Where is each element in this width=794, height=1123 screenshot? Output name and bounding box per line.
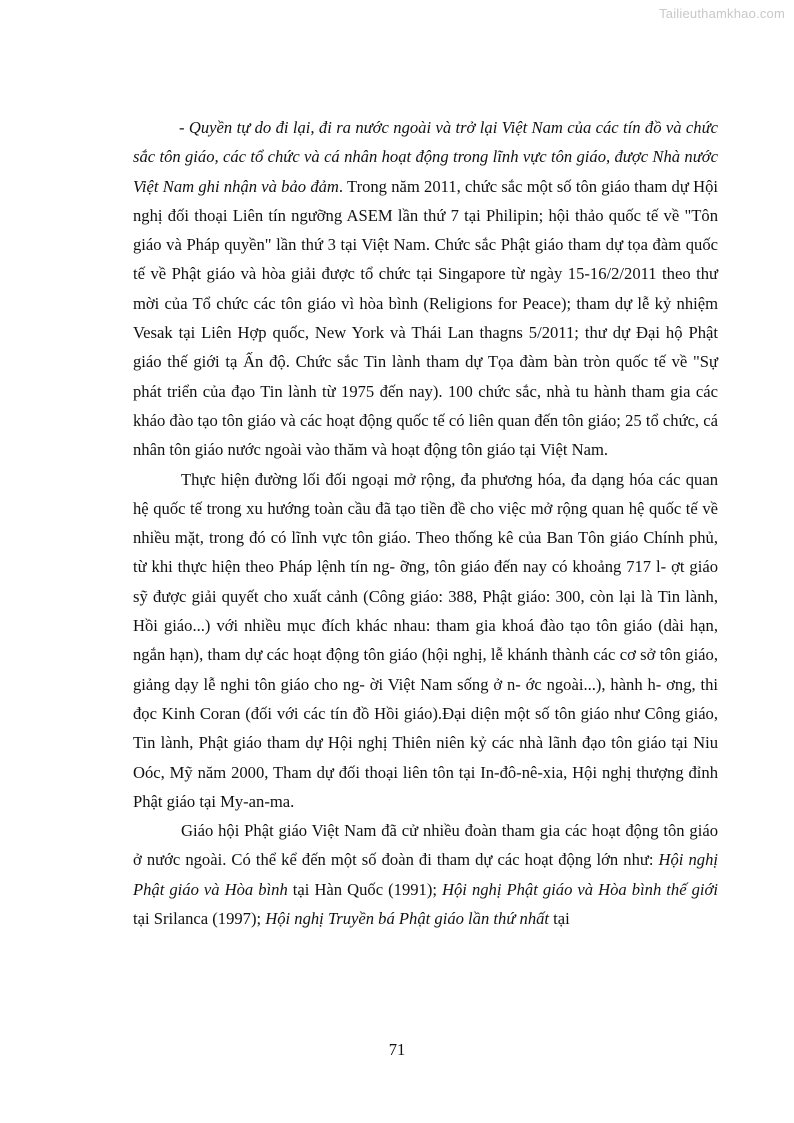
paragraph-2 bbox=[133, 465, 718, 817]
paragraph-3-segment-1: Giáo hội Phật giáo Việt Nam đã cử nhiều đoàn tham gia các hoạt động tôn giáo ở nước ngoài. Có thể kể đến một số đoàn đi tham dự các hoạt động lớn như: bbox=[133, 821, 718, 870]
paragraph-3-segment-6: Hội nghị Truyền bá Phật giáo lần thứ nhất bbox=[265, 909, 550, 929]
watermark-text: Tailieuthamkhao.com bbox=[659, 6, 785, 21]
paragraph-3-segment-4: Hội nghị Phật giáo và Hòa bình thế giới bbox=[442, 879, 718, 899]
document-body bbox=[133, 113, 718, 933]
paragraph-1-segment-1: - Quyền tự do đi lại, đi ra nước ngoài và trở lại Việt Nam của các tín đồ và chức sắc tôn giáo, các tổ chức và cá nhân hoạt động trong lĩnh vực tôn giáo, được Nhà nước Việt Nam ghi nhận và bảo đảm bbox=[133, 118, 718, 196]
paragraph-2-segment-1: Thực hiện đường lối đối ngoại mở rộng, đa phương hóa, đa dạng hóa các quan hệ quốc tế trong xu hướng toàn cầu đã tạo tiền đề cho việc mở rộng quan hệ quốc tế về nhiều mặt, trong đó có lĩnh vực tôn giáo. Theo thống kê của Ban Tôn giáo Chính phủ, từ khi thực hiện theo Pháp lệnh tín ng- ỡng, tôn giáo đến nay có khoảng 717 l- ợt giáo sỹ được giải quyết cho xuất cảnh (Công giáo: 388, Phật giáo: 300, còn lại là Tin lành, Hồi giáo...) với nhiều mục đích khác nhau: tham gia khoá đào tạo tôn giáo (dài hạn, ngắn hạn), tham dự các hoạt động tôn giáo (hội nghị, lễ khánh thành các cơ sở tôn giáo, giảng dạy lễ nghi tôn giáo cho ng- ời Việt Nam sống ở n- ớc ngoài...), hành h- ơng, thi đọc Kinh Coran (đối với các tín đồ Hồi giáo).Đại diện một số tôn giáo như Công giáo, Tin lành, Phật giáo tham dự Hội nghị Thiên niên kỷ các nhà lãnh đạo tôn giáo tại Niu Oóc, Mỹ năm 2000, Tham dự đối thoại liên tôn tại In-đô-nê-xia, Hội nghị thượng đỉnh Phật giáo tại My-an-ma. bbox=[133, 469, 718, 811]
paragraph-3-segment-7: tại bbox=[549, 909, 570, 929]
paragraph-1-segment-2: . Trong năm 2011, chức sắc một số tôn giáo tham dự Hội nghị đối thoại Liên tín ngưỡng ASEM lần thứ 7 tại Philipin; hội thảo quốc tế về "Tôn giáo và Pháp quyền" lần thứ 3 tại Việt Nam. Chức sắc Phật giáo tham dự tọa đàm quốc tế về Phật giáo và hòa giải được tổ chức tại Singapore từ ngày 15-16/2/2011 theo thư mời của Tổ chức các tôn giáo vì hòa bình (Religions for Peace); tham dự lễ kỷ nhiệm Vesak tại Liên Hợp quốc, New York và Thái Lan thagns 5/2011; thư dự Đại hộ Phật giáo thế giới tạ Ấn độ. Chức sắc Tin lành tham dự Tọa đàm bàn tròn quốc tế về "Sự phát triển của đạo Tin lành từ 1975 đến nay). 100 chức sắc, nhà tu hành tham gia các kháo đào tạo tôn giáo và các hoạt động quốc tế có liên quan đến tôn giáo; 25 tổ chức, cá nhân tôn giáo nước ngoài vào thăm và hoạt động tôn giáo tại Việt Nam. bbox=[133, 176, 718, 460]
paragraph-1 bbox=[133, 113, 718, 465]
paragraph-3 bbox=[133, 816, 718, 933]
page-number: 71 bbox=[388, 1040, 406, 1059]
paragraph-3-segment-3: tại Hàn Quốc (1991); bbox=[287, 879, 443, 899]
paragraph-3-segment-5: tại Srilanca (1997); bbox=[133, 909, 266, 929]
paragraph-3-segment-2: Hội nghị Phật giáo và Hòa bình bbox=[133, 850, 718, 899]
